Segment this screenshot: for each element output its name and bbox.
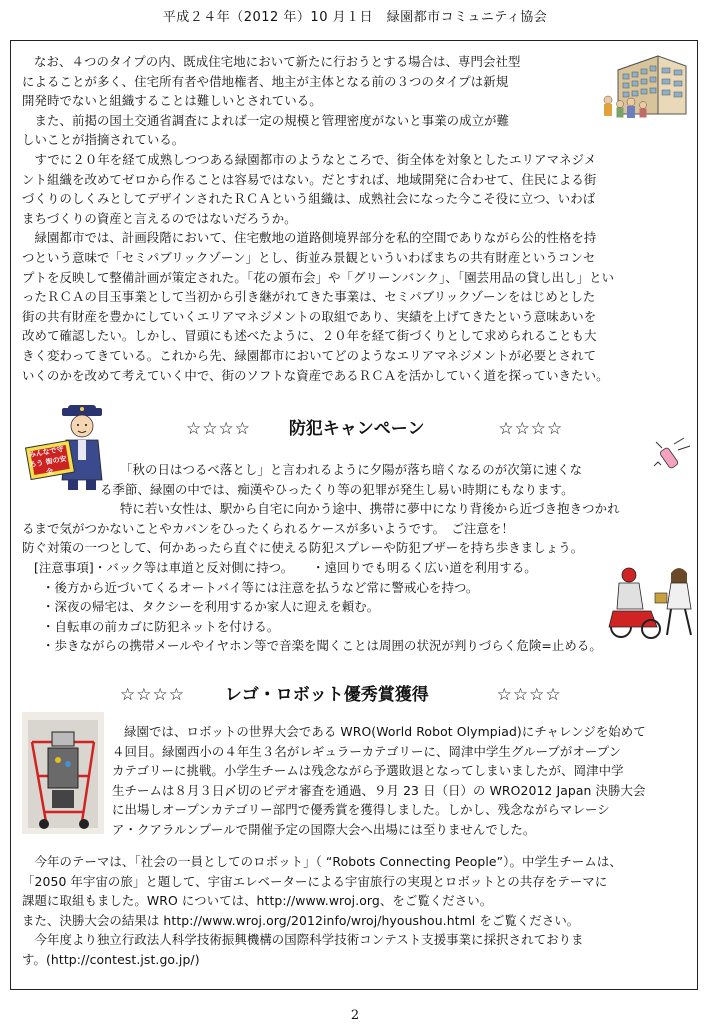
text-line: 緑園都市では、計画段階において、住宅敷地の道路側境界部分を私的空間でありながら公的性格を持 bbox=[22, 230, 597, 246]
text-line: しいことが指摘されている。 bbox=[22, 132, 185, 148]
alarm-buzzer-illustration bbox=[650, 436, 694, 478]
text-line: すでに２０年を経て成熟しつつある緑園都市のようなところで、街全体を対象としたエリアマネジメ bbox=[22, 151, 597, 167]
text-line: 緑園では、ロボットの世界大会である WRO(World Robot Olympiad)にチャレンジを始めて bbox=[124, 724, 646, 739]
text-line: また、決勝大会の結果は http://www.wroj.org/2012info/wroj/hyoushou.html をご覧ください。 bbox=[22, 912, 580, 928]
campaign-heading bbox=[186, 414, 563, 439]
text-line: る季節、緑園の中では、痴漢やひったくり等の犯罪が発生し易い時期にもなります。 bbox=[100, 481, 574, 497]
text-line: ・後方から近づいてくるオートバイ等には注意を払うなど常に警戒心を持つ。 bbox=[42, 579, 479, 595]
text-line: 課題に取組もました。WRO については、http://www.wroj.org、をご覧ください。 bbox=[22, 893, 493, 909]
text-line: [注意事項]・バック等は車道と反対側に持つ。 ・遠回りでも明るく広い道を利用する。 bbox=[34, 559, 537, 575]
lego-text bbox=[112, 722, 646, 840]
text-line: 今年のテーマは、「社会の一員としてのロボット」（ “Robots Connecting People”）。中学生チームは、 bbox=[22, 854, 622, 869]
text-line: 「秋の日はつるべ落とし」と言われるように夕陽が落ち暗くなるのが次第に速くな bbox=[120, 462, 583, 477]
text-line: なお、４つのタイプの内、既成住宅地において新たに行おうとする場合は、専門会社型 bbox=[34, 54, 521, 69]
text-line: に出場しオープンカテゴリー部門で優秀賞を獲得しました。しかし、残念ながらマレーシ bbox=[112, 802, 610, 818]
text-line: 防ぐ対策の一つとして、何かあったら直ぐに使える防犯スプレーや防犯ブザーを持ち歩きましょう。 bbox=[22, 540, 584, 556]
campaign-text bbox=[0, 460, 620, 656]
text-line: づくりのしくみとしてデザインされたＲＣＡという組織は、成熟社会になった今こそ役に立つ、いわば bbox=[22, 191, 596, 207]
stars-left: ☆☆☆☆ bbox=[120, 685, 185, 705]
text-line: プトを反映して整備計画が策定された。「花の頒布会」や「グリーンバンク」、「園芸用品の貸し出し」とい bbox=[22, 269, 615, 285]
text-line: ・自転車の前カゴに防犯ネットを付ける。 bbox=[42, 618, 280, 634]
lego-text-continued bbox=[22, 852, 622, 970]
text-line: 改めて確認したい。しかし、冒頭にも述べたように、２０年を経て街づくりとして求められることも大 bbox=[22, 328, 597, 344]
lego-title: レゴ・ロボット優秀賞獲得 bbox=[224, 685, 429, 705]
text-line: また、前掲の国土交通省調査によれば一定の規模と管理密度がないと事業の成立が難 bbox=[22, 112, 510, 128]
text-line: ４回目。緑園西小の４年生３名がレギュラーカテゴリーに、岡津中学生グループがオープン bbox=[112, 743, 622, 759]
text-line: 街の共有財産を豊かにしていくエリアマネジメントの取組であり、実績を上げてきたという意味あいを bbox=[22, 308, 597, 324]
text-line: す。(http://contest.jst.go.jp/) bbox=[22, 951, 200, 967]
stars-right: ☆☆☆☆ bbox=[496, 685, 562, 705]
text-line: カテゴリーに挑戦。小学生チームは残念ながら予選敗退となってしまいましたが、岡津中学 bbox=[112, 763, 624, 779]
text-line: によることが多く、住宅所有者や借地権者、地主が主体となる前の３つのタイプは新規 bbox=[22, 73, 509, 89]
safety-sign-text: みんなで守ろう 街の安全 bbox=[28, 445, 68, 477]
apartment-building-illustration bbox=[598, 52, 690, 124]
text-line: つという意味で「セミパブリックゾーン」とし、街並み景観といういわばまちの共有財産というコンセ bbox=[22, 249, 596, 265]
text-line: ント組織を改めてゼロから作ることは容易ではない。だとすれば、地域開発に合わせて、住民による街 bbox=[22, 171, 597, 187]
campaign-title: 防犯キャンペーン bbox=[288, 419, 425, 439]
text-line: 特に若い女性は、駅から自宅に向かう途中、携帯に夢中になり背後から近づき抱きつかれ bbox=[120, 501, 620, 517]
text-line: いくのかを改めて考えていく中で、街のソフトな資産であるＲＣＡを活かしていく道を探っていきたい。 bbox=[22, 367, 609, 383]
text-line: きく変わってきている。これから先、緑園都市においてどのようなエリアマネジメントが必要とされて bbox=[22, 347, 597, 363]
text-line: ア・クアラルンプールで開催予定の国際大会へ出場には至りませんでした。 bbox=[112, 821, 536, 837]
stars-right: ☆☆☆☆ bbox=[498, 419, 564, 439]
text-line: 今年度より独立行政法人科学技術振興機構の国際科学技術コンテスト支援事業に採択されておりま bbox=[22, 932, 584, 948]
text-line: 「2050 年宇宙の旅」と題して、宇宙エレベーターによる宇宙旅行の実現とロボットとの共存をテーマに bbox=[22, 873, 608, 889]
stars-left: ☆☆☆☆ bbox=[186, 419, 251, 439]
lego-robot-photo bbox=[22, 712, 104, 834]
text-line: 開発時でないと組織することは難しいとされている。 bbox=[22, 93, 322, 109]
text-line: ったＲＣＡの目玉事業として当初から引き継がれてきた事業は、セミパブリックゾーンをはじめとした bbox=[22, 289, 596, 305]
area-management-text bbox=[22, 52, 614, 385]
purse-snatching-illustration bbox=[605, 565, 697, 643]
text-line: 生チームは８月３日〆切のビデオ審査を通過、９月 23 日（日）の WRO2012 Japan 決勝大会 bbox=[112, 782, 646, 798]
lego-heading bbox=[120, 680, 562, 705]
text-line: まちづくりの資産と言えるのではないだろうか。 bbox=[22, 210, 297, 226]
text-line: ・深夜の帰宅は、タクシーを利用するか家人に迎えを頼む。 bbox=[42, 599, 380, 615]
text-line: ・歩きながらの携帯メールやイヤホン等で音楽を聞くことは周囲の状況が判りづらく危険=止める。 bbox=[42, 638, 602, 654]
text-line: るまで気がつかないことやカバンをひったくられるケースが多いようです。 ご注意を！ bbox=[22, 520, 514, 536]
page-number: 2 bbox=[350, 1008, 360, 1023]
page-header: 平成２４年（2012 年）10 月１日 緑園都市コミュニティ協会 bbox=[162, 10, 548, 25]
